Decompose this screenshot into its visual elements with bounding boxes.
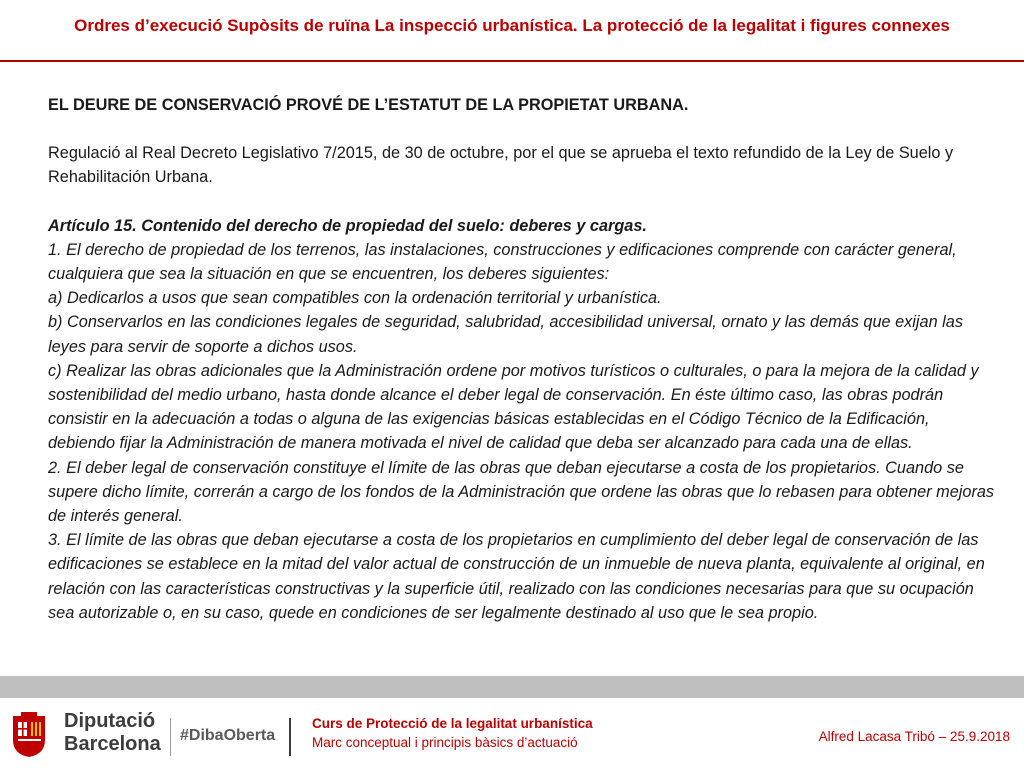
regulation-text: Regulació al Real Decreto Legislativo 7/2015, de 30 de octubre, por el que se aprueba el texto refundido de la Ley de Suelo y Rehabilitación Urbana. bbox=[48, 144, 954, 187]
article-paragraph: 2. El deber legal de conservación constituye el límite de las obras que deban ejecutarse a costa de los propietarios. Cuando se supere dicho límite, correrán a cargo de los fondos de la Administración que ordene las obras que lo rebasen para obtener mejoras de interés general. bbox=[48, 458, 995, 526]
article-paragraph: a) Dedicarlos a usos que sean compatibles con la ordenación territorial y urbanística. bbox=[48, 289, 662, 308]
course-title: Curs de Protecció de la legalitat urbanística bbox=[312, 716, 593, 731]
brand-name-line2: Barcelona bbox=[64, 733, 161, 755]
brand-name-line1: Diputació bbox=[64, 710, 156, 732]
section-heading: EL DEURE DE CONSERVACIÓ PROVÉ DE L’ESTATUT DE LA PROPIETAT URBANA. bbox=[48, 96, 689, 114]
author-date: Alfred Lacasa Tribó – 25.9.2018 bbox=[818, 729, 1010, 744]
spacer bbox=[48, 190, 998, 214]
article-paragraph: 3. El límite de las obras que deban ejecutarse a costa de los propietarios en cumplimiento del deber legal de conservación de las edificaciones se establece en la mitad del valor actual de construcción de un inmueble de nueva planta, equivalente al original, en relación con las características constructivas y la superficie útil, realizado con las condiciones necesarias para que su ocupación sea autorizable o, en su caso, quede en condiciones de ser legalmente destinado al uso que le sea propio. bbox=[48, 531, 985, 622]
article-title: Artículo 15. Contenido del derecho de propiedad del suelo: deberes y cargas. bbox=[48, 216, 647, 235]
footer-separator bbox=[289, 718, 291, 756]
article-paragraph: b) Conservarlos en las condiciones legales de seguridad, salubridad, accesibilidad universal, ornato y las demás que exijan las leyes para servir de soporte a dichos usos. bbox=[48, 313, 963, 356]
page-title: Ordres d’execució Supòsits de ruïna La inspecció urbanística. La protecció de la legalitat i figures connexes bbox=[74, 16, 950, 35]
course-subtitle: Marc conceptual i principis bàsics d’actuació bbox=[312, 735, 578, 750]
hashtag: #DibaOberta bbox=[180, 727, 276, 744]
footer-band bbox=[0, 676, 1024, 698]
slide-content bbox=[48, 93, 998, 625]
diputacio-shield-icon bbox=[11, 712, 47, 758]
article-paragraph: 1. El derecho de propiedad de los terrenos, las instalaciones, construcciones y edificaciones comprende con carácter general, cualquiera que sea la situación en que se encuentren, los deberes siguientes: bbox=[48, 240, 957, 284]
article-paragraph: c) Realizar las obras adicionales que la Administración ordene por motivos turísticos o culturales, o para la mejora de la calidad y sostenibilidad del medio urbano, hasta donde alcance el deber legal de conservación. En éste último caso, las obras podrán consistir en la adecuación a todas o alguna de las exigencias básicas establecidas en el Código Técnico de la Edificación, debiendo fijar la Administración de manera motivada el nivel de calidad que deba ser alcanzado para cada una de ellas. bbox=[48, 361, 979, 453]
footer-separator bbox=[170, 718, 171, 756]
spacer bbox=[48, 117, 998, 141]
header-divider bbox=[0, 60, 1024, 62]
